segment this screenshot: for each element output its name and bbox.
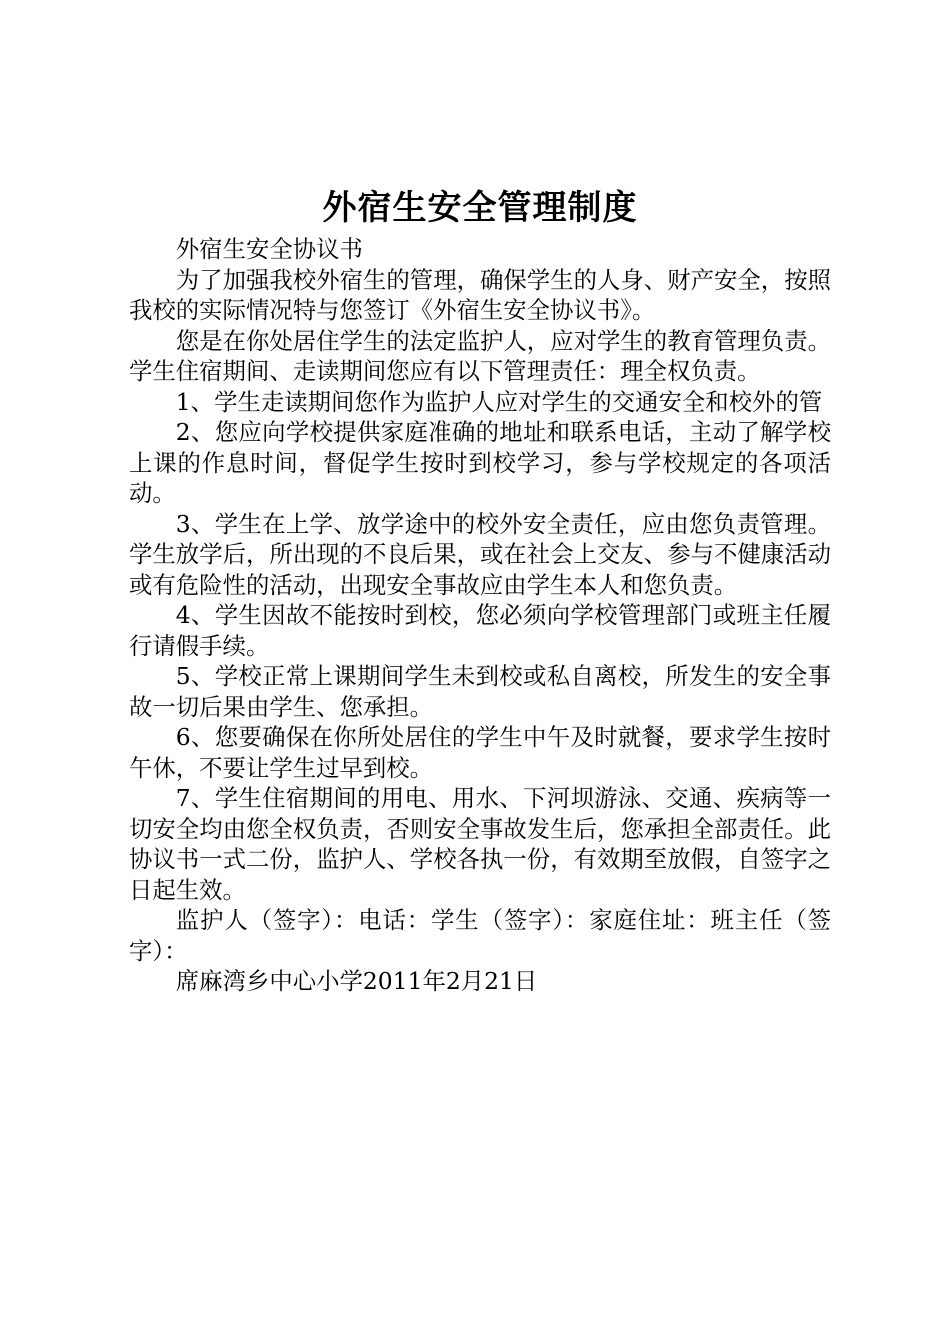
school-date-line: 席麻湾乡中心小学2011年2月21日	[175, 967, 538, 995]
clause-3: 3、学生在上学、放学途中的校外安全责任，应由您负责管理。学生放学后，所出现的不良后果，或在社会上交友、参与不健康活动或有危险性的活动，出现安全事故应由学生本人和您负责。	[129, 509, 831, 599]
agreement-heading: 外宿生安全协议书	[175, 235, 363, 263]
guardian-responsibility-paragraph: 您是在你处居住学生的法定监护人，应对学生的教育管理负责。学生住宿期间、走读期间您应有以下管理责任：理全权负责。	[129, 326, 831, 385]
document-page	[129, 186, 831, 997]
signature-line: 监护人（签字）：电话：学生（签字）：家庭住址：班主任（签字）：	[129, 906, 831, 965]
clause-4: 4、学生因故不能按时到校，您必须向学校管理部门或班主任履行请假手续。	[129, 601, 831, 660]
intro-paragraph: 为了加强我校外宿生的管理，确保学生的人身、财产安全，按照我校的实际情况特与您签订《外宿生安全协议书》。	[129, 265, 831, 324]
clause-1: 1、学生走读期间您作为监护人应对学生的交通安全和校外的管	[175, 387, 823, 416]
clause-2: 2、您应向学校提供家庭准确的地址和联系电话，主动了解学校上课的作息时间，督促学生按时到校学习，参与学校规定的各项活动。	[129, 418, 831, 507]
clause-7: 7、学生住宿期间的用电、用水、下河坝游泳、交通、疾病等一切安全均由您全权负责，否则安全事故发生后，您承担全部责任。此协议书一式二份，监护人、学校各执一份，有效期至放假，自签字之日起生效。	[129, 784, 831, 904]
clause-5: 5、学校正常上课期间学生未到校或私自离校，所发生的安全事故一切后果由学生、您承担。	[129, 662, 831, 721]
document-title: 外宿生安全管理制度	[322, 188, 638, 228]
clause-6: 6、您要确保在你所处居住的学生中午及时就餐，要求学生按时午休，不要让学生过早到校。	[129, 723, 831, 782]
